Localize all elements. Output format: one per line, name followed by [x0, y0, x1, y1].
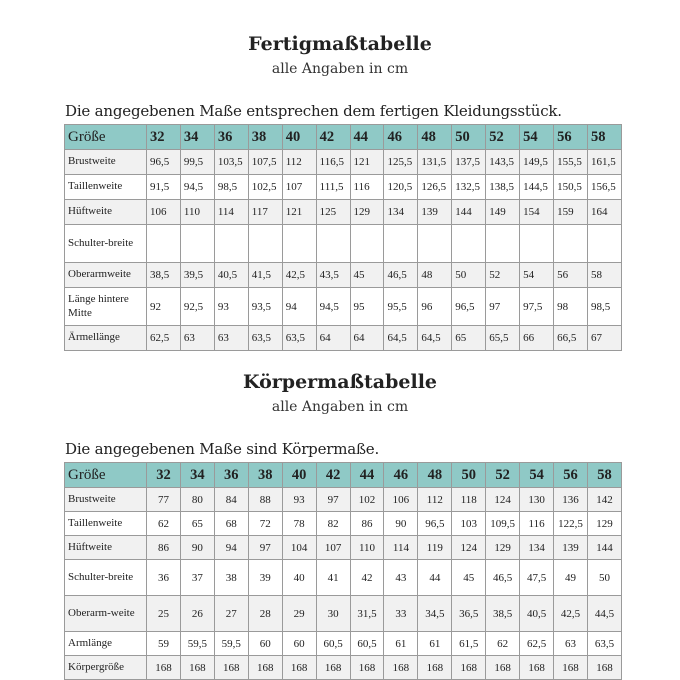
- value-cell: 49: [554, 560, 588, 596]
- value-cell: 93,5: [248, 288, 282, 326]
- value-cell: 136: [554, 488, 588, 512]
- value-cell: 29: [282, 596, 316, 632]
- value-cell: 42,5: [554, 596, 588, 632]
- value-cell: 59,5: [214, 632, 248, 656]
- value-cell: 40,5: [520, 596, 554, 632]
- value-cell: 40: [282, 560, 316, 596]
- value-cell: 56: [554, 263, 588, 288]
- value-cell: 139: [418, 200, 452, 225]
- size-header-cell: 52: [486, 463, 520, 488]
- value-cell: 66,5: [554, 326, 588, 351]
- value-cell: 45: [350, 263, 384, 288]
- value-cell: 168: [486, 656, 520, 680]
- value-cell: 168: [316, 656, 350, 680]
- value-cell: 154: [520, 200, 554, 225]
- row-label: Schulter-breite: [65, 225, 147, 263]
- value-cell: 60,5: [316, 632, 350, 656]
- value-cell: 54: [520, 263, 554, 288]
- size-header-cell: 46: [384, 463, 418, 488]
- size-header-cell: 44: [350, 463, 384, 488]
- table-row: [65, 596, 622, 632]
- row-label: Ärmellänge: [65, 326, 147, 351]
- value-cell: 50: [587, 560, 621, 596]
- value-cell: 139: [554, 536, 588, 560]
- value-cell: 36,5: [452, 596, 486, 632]
- value-cell: 103,5: [214, 150, 248, 175]
- row-label: Armlänge: [65, 632, 147, 656]
- value-cell: 95: [350, 288, 384, 326]
- value-cell: 110: [350, 536, 384, 560]
- value-cell: 63,5: [282, 326, 316, 351]
- row-label: Länge hintere Mitte: [65, 288, 147, 326]
- value-cell: 144: [452, 200, 486, 225]
- value-cell: 149,5: [520, 150, 554, 175]
- value-cell: 43: [384, 560, 418, 596]
- value-cell: 41,5: [248, 263, 282, 288]
- size-header-cell: 38: [248, 125, 282, 150]
- table-row: [65, 536, 622, 560]
- value-cell: 121: [350, 150, 384, 175]
- body-measurements-table: [64, 462, 622, 680]
- value-cell: 93: [214, 288, 248, 326]
- table-row: [65, 488, 622, 512]
- value-cell: 62: [147, 512, 181, 536]
- value-cell: 28: [248, 596, 282, 632]
- value-cell: 112: [418, 488, 452, 512]
- size-header-cell: 52: [486, 125, 520, 150]
- table-row: [65, 150, 622, 175]
- value-cell: 142: [587, 488, 621, 512]
- value-cell: 94: [282, 288, 316, 326]
- size-header-cell: 48: [418, 125, 452, 150]
- body-table-subtitle: alle Angaben in cm: [271, 399, 409, 415]
- row-label: Hüftweite: [65, 200, 147, 225]
- value-cell: 86: [147, 536, 181, 560]
- value-cell: 90: [384, 512, 418, 536]
- value-cell: 44,5: [587, 596, 621, 632]
- table-row: [65, 175, 622, 200]
- value-cell: 168: [554, 656, 588, 680]
- value-cell: 95,5: [384, 288, 418, 326]
- value-cell: 144: [587, 536, 621, 560]
- value-cell: 132,5: [452, 175, 486, 200]
- value-cell: 114: [214, 200, 248, 225]
- value-cell: 46,5: [384, 263, 418, 288]
- size-header-cell: 48: [418, 463, 452, 488]
- size-header-cell: 38: [248, 463, 282, 488]
- value-cell: [248, 225, 282, 263]
- header-row: [65, 463, 622, 488]
- value-cell: 97: [316, 488, 350, 512]
- value-cell: 116: [520, 512, 554, 536]
- value-cell: 94: [214, 536, 248, 560]
- value-cell: 37: [180, 560, 214, 596]
- value-cell: 164: [587, 200, 621, 225]
- value-cell: 58: [587, 263, 621, 288]
- value-cell: 62,5: [147, 326, 181, 351]
- value-cell: 97: [248, 536, 282, 560]
- value-cell: 116,5: [316, 150, 350, 175]
- value-cell: 92,5: [180, 288, 214, 326]
- value-cell: 64,5: [418, 326, 452, 351]
- value-cell: 125,5: [384, 150, 418, 175]
- value-cell: 31,5: [350, 596, 384, 632]
- value-cell: 46,5: [486, 560, 520, 596]
- value-cell: 61: [384, 632, 418, 656]
- value-cell: 34,5: [418, 596, 452, 632]
- value-cell: 106: [384, 488, 418, 512]
- value-cell: 117: [248, 200, 282, 225]
- value-cell: 44: [418, 560, 452, 596]
- size-header-cell: 42: [316, 125, 350, 150]
- value-cell: 25: [147, 596, 181, 632]
- value-cell: 122,5: [554, 512, 588, 536]
- size-header-cell: 42: [316, 463, 350, 488]
- value-cell: 65: [180, 512, 214, 536]
- table-row: [65, 263, 622, 288]
- value-cell: 48: [418, 263, 452, 288]
- value-cell: 61,5: [452, 632, 486, 656]
- value-cell: 65,5: [486, 326, 520, 351]
- value-cell: 168: [452, 656, 486, 680]
- value-cell: 168: [214, 656, 248, 680]
- value-cell: 30: [316, 596, 350, 632]
- value-cell: 156,5: [587, 175, 621, 200]
- value-cell: [452, 225, 486, 263]
- value-cell: 107: [282, 175, 316, 200]
- value-cell: 47,5: [520, 560, 554, 596]
- value-cell: 130: [520, 488, 554, 512]
- value-cell: 78: [282, 512, 316, 536]
- value-cell: [316, 225, 350, 263]
- table-row: [65, 326, 622, 351]
- value-cell: 39: [248, 560, 282, 596]
- value-cell: 155,5: [554, 150, 588, 175]
- size-header-cell: 32: [147, 463, 181, 488]
- value-cell: 42,5: [282, 263, 316, 288]
- value-cell: 38,5: [486, 596, 520, 632]
- size-header-cell: 50: [452, 463, 486, 488]
- value-cell: 149: [486, 200, 520, 225]
- value-cell: 60,5: [350, 632, 384, 656]
- value-cell: 38,5: [147, 263, 181, 288]
- size-header-cell: 56: [554, 463, 588, 488]
- value-cell: 134: [520, 536, 554, 560]
- size-header-label: Größe: [65, 125, 147, 150]
- size-header-cell: 58: [587, 463, 621, 488]
- row-label: Schulter-breite: [65, 560, 147, 596]
- table-row: [65, 512, 622, 536]
- value-cell: 120,5: [384, 175, 418, 200]
- value-cell: 96,5: [452, 288, 486, 326]
- value-cell: 124: [486, 488, 520, 512]
- value-cell: 42: [350, 560, 384, 596]
- value-cell: 62,5: [520, 632, 554, 656]
- value-cell: [282, 225, 316, 263]
- value-cell: 96: [418, 288, 452, 326]
- value-cell: 118: [452, 488, 486, 512]
- value-cell: [180, 225, 214, 263]
- value-cell: 67: [587, 326, 621, 351]
- value-cell: 64,5: [384, 326, 418, 351]
- value-cell: 168: [350, 656, 384, 680]
- header-row: [65, 125, 622, 150]
- body-table-caption: Die angegebenen Maße sind Körpermaße.: [65, 440, 380, 458]
- value-cell: 150,5: [554, 175, 588, 200]
- value-cell: 92: [147, 288, 181, 326]
- finished-table-title: Fertigmaßtabelle: [248, 33, 432, 55]
- size-header-cell: 34: [180, 125, 214, 150]
- size-header-cell: 40: [282, 463, 316, 488]
- value-cell: 121: [282, 200, 316, 225]
- value-cell: 39,5: [180, 263, 214, 288]
- value-cell: 50: [452, 263, 486, 288]
- value-cell: 144,5: [520, 175, 554, 200]
- size-header-cell: 36: [214, 463, 248, 488]
- value-cell: 40,5: [214, 263, 248, 288]
- row-label: Oberarm-weite: [65, 596, 147, 632]
- value-cell: 168: [418, 656, 452, 680]
- value-cell: 114: [384, 536, 418, 560]
- value-cell: 168: [520, 656, 554, 680]
- value-cell: 90: [180, 536, 214, 560]
- value-cell: 43,5: [316, 263, 350, 288]
- value-cell: 96,5: [147, 150, 181, 175]
- size-header-cell: 50: [452, 125, 486, 150]
- value-cell: 63,5: [248, 326, 282, 351]
- value-cell: 45: [452, 560, 486, 596]
- size-header-cell: 54: [520, 463, 554, 488]
- value-cell: 112: [282, 150, 316, 175]
- row-label: Taillenweite: [65, 512, 147, 536]
- value-cell: 168: [587, 656, 621, 680]
- value-cell: 77: [147, 488, 181, 512]
- value-cell: 91,5: [147, 175, 181, 200]
- size-header-cell: 46: [384, 125, 418, 150]
- value-cell: 98,5: [214, 175, 248, 200]
- value-cell: 97: [486, 288, 520, 326]
- table-row: [65, 656, 622, 680]
- table-row: [65, 632, 622, 656]
- value-cell: 161,5: [587, 150, 621, 175]
- value-cell: [214, 225, 248, 263]
- value-cell: 168: [147, 656, 181, 680]
- finished-measurements-table: [64, 124, 622, 351]
- row-label: Körpergröße: [65, 656, 147, 680]
- value-cell: 131,5: [418, 150, 452, 175]
- value-cell: 66: [520, 326, 554, 351]
- value-cell: 102,5: [248, 175, 282, 200]
- value-cell: 63: [214, 326, 248, 351]
- finished-table-caption: Die angegebenen Maße entsprechen dem fertigen Kleidungsstück.: [65, 102, 562, 120]
- table-row: [65, 225, 622, 263]
- value-cell: 107,5: [248, 150, 282, 175]
- value-cell: 129: [486, 536, 520, 560]
- size-header-cell: 34: [180, 463, 214, 488]
- value-cell: [520, 225, 554, 263]
- value-cell: 63: [180, 326, 214, 351]
- value-cell: 126,5: [418, 175, 452, 200]
- value-cell: 27: [214, 596, 248, 632]
- value-cell: 65: [452, 326, 486, 351]
- value-cell: 129: [587, 512, 621, 536]
- value-cell: 98: [554, 288, 588, 326]
- row-label: Taillenweite: [65, 175, 147, 200]
- value-cell: 60: [282, 632, 316, 656]
- row-label: Brustweite: [65, 150, 147, 175]
- value-cell: 88: [248, 488, 282, 512]
- value-cell: 80: [180, 488, 214, 512]
- value-cell: 94,5: [180, 175, 214, 200]
- value-cell: 138,5: [486, 175, 520, 200]
- value-cell: 94,5: [316, 288, 350, 326]
- value-cell: 143,5: [486, 150, 520, 175]
- value-cell: 168: [248, 656, 282, 680]
- value-cell: 59: [147, 632, 181, 656]
- value-cell: 33: [384, 596, 418, 632]
- value-cell: 63: [554, 632, 588, 656]
- size-header-cell: 56: [554, 125, 588, 150]
- value-cell: 61: [418, 632, 452, 656]
- value-cell: 72: [248, 512, 282, 536]
- value-cell: 125: [316, 200, 350, 225]
- value-cell: 38: [214, 560, 248, 596]
- value-cell: 102: [350, 488, 384, 512]
- size-header-cell: 58: [587, 125, 621, 150]
- size-header-cell: 40: [282, 125, 316, 150]
- value-cell: [486, 225, 520, 263]
- row-label: Hüftweite: [65, 536, 147, 560]
- value-cell: 168: [384, 656, 418, 680]
- value-cell: 84: [214, 488, 248, 512]
- value-cell: 124: [452, 536, 486, 560]
- table-row: [65, 288, 622, 326]
- value-cell: 109,5: [486, 512, 520, 536]
- value-cell: 36: [147, 560, 181, 596]
- size-header-label: Größe: [65, 463, 147, 488]
- value-cell: 41: [316, 560, 350, 596]
- row-label: Oberarmweite: [65, 263, 147, 288]
- size-header-cell: 54: [520, 125, 554, 150]
- body-table-title: Körpermaßtabelle: [243, 371, 437, 393]
- table-row: [65, 560, 622, 596]
- size-header-cell: 44: [350, 125, 384, 150]
- value-cell: 168: [282, 656, 316, 680]
- value-cell: [384, 225, 418, 263]
- value-cell: 106: [147, 200, 181, 225]
- value-cell: 59,5: [180, 632, 214, 656]
- value-cell: 159: [554, 200, 588, 225]
- value-cell: 103: [452, 512, 486, 536]
- value-cell: 93: [282, 488, 316, 512]
- value-cell: 168: [180, 656, 214, 680]
- value-cell: 64: [316, 326, 350, 351]
- value-cell: 63,5: [587, 632, 621, 656]
- size-header-cell: 36: [214, 125, 248, 150]
- value-cell: 82: [316, 512, 350, 536]
- value-cell: 116: [350, 175, 384, 200]
- value-cell: 62: [486, 632, 520, 656]
- value-cell: 52: [486, 263, 520, 288]
- value-cell: 97,5: [520, 288, 554, 326]
- value-cell: [554, 225, 588, 263]
- value-cell: [350, 225, 384, 263]
- value-cell: [587, 225, 621, 263]
- value-cell: 86: [350, 512, 384, 536]
- finished-table-subtitle: alle Angaben in cm: [271, 61, 409, 77]
- value-cell: 64: [350, 326, 384, 351]
- value-cell: 137,5: [452, 150, 486, 175]
- size-header-cell: 32: [147, 125, 181, 150]
- value-cell: 98,5: [587, 288, 621, 326]
- value-cell: 107: [316, 536, 350, 560]
- value-cell: 129: [350, 200, 384, 225]
- value-cell: 119: [418, 536, 452, 560]
- value-cell: 68: [214, 512, 248, 536]
- value-cell: 96,5: [418, 512, 452, 536]
- row-label: Brustweite: [65, 488, 147, 512]
- value-cell: 134: [384, 200, 418, 225]
- value-cell: 26: [180, 596, 214, 632]
- value-cell: [418, 225, 452, 263]
- value-cell: 99,5: [180, 150, 214, 175]
- table-row: [65, 200, 622, 225]
- value-cell: [147, 225, 181, 263]
- value-cell: 110: [180, 200, 214, 225]
- value-cell: 104: [282, 536, 316, 560]
- value-cell: 60: [248, 632, 282, 656]
- value-cell: 111,5: [316, 175, 350, 200]
